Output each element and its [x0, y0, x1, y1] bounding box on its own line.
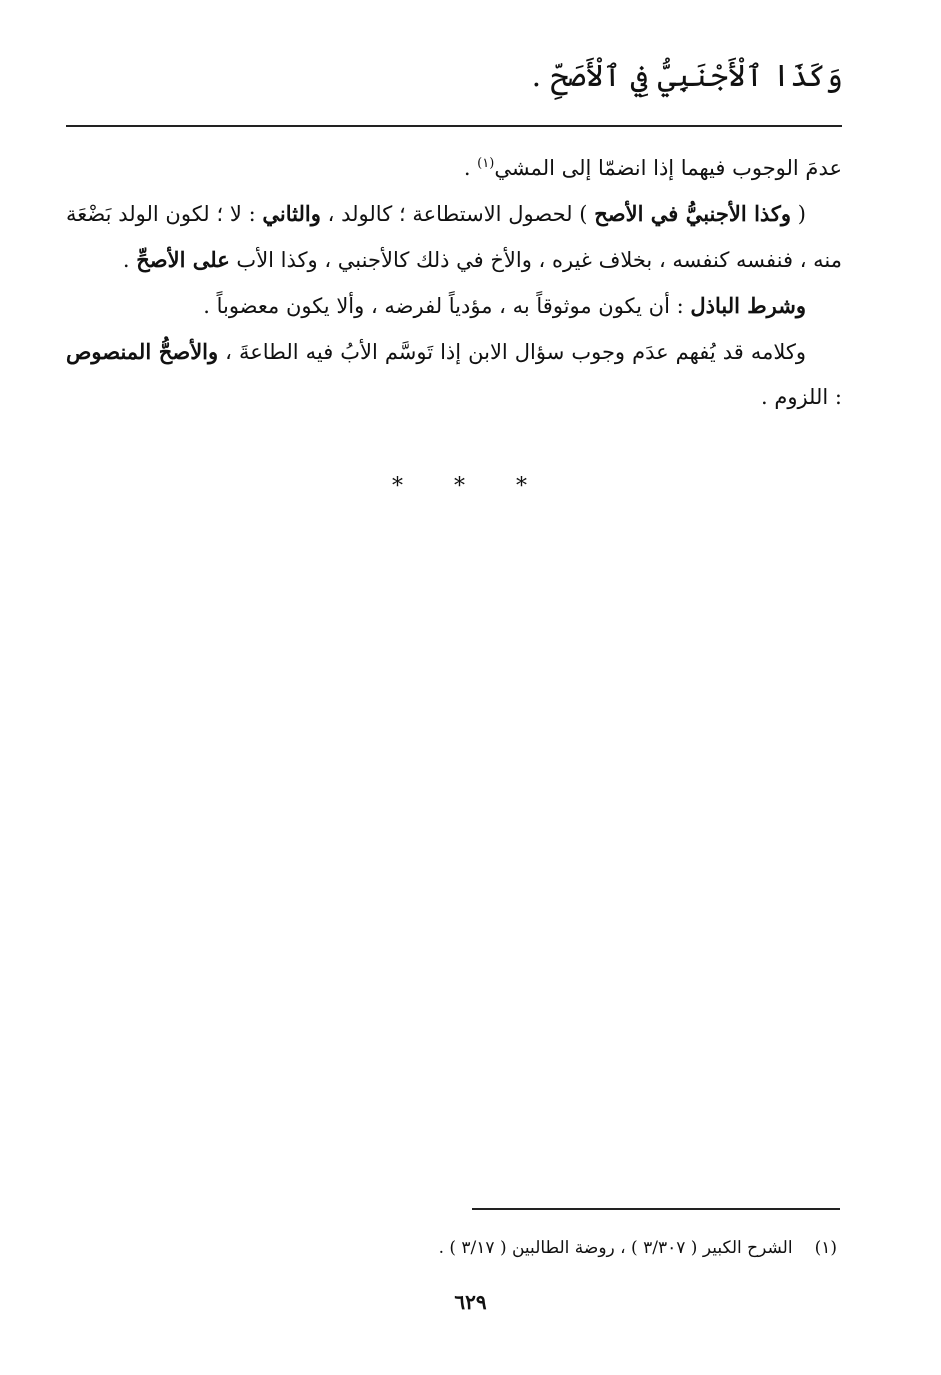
second-opinion-label: والثاني — [262, 201, 321, 226]
paragraph-1-text: عدمَ الوجوب فيهما إذا انضمّا إلى المشي — [494, 156, 842, 180]
page-number: ٦٢٩ — [454, 1290, 487, 1314]
paragraph-2-rest: : لا ؛ لكون الولد بَضْعَة منه ، فنفسه كنفسه ، بخلاف غيره ، والأخ في ذلك كالأجنبي ، وكذا الأب — [66, 202, 842, 272]
paragraph-4-text: وكلامه قد يُفهم عدَم وجوب سؤال الابن إذا تَوسَّم الأبُ فيه الطاعةَ ، — [218, 340, 807, 364]
footnote-number: (١) — [814, 1238, 837, 1258]
paragraph-4 — [66, 329, 842, 420]
paragraph-2-end: . — [122, 248, 137, 272]
footnote — [237, 1230, 837, 1266]
paragraph-4-end: : اللزوم . — [760, 385, 842, 409]
preferred-opinion-label: والأصحُّ المنصوص — [66, 339, 219, 364]
quoted-matn-2: على الأصحِّ — [136, 247, 230, 272]
paragraph-3 — [66, 283, 842, 329]
paragraph-2-mid: ) لحصول الاستطاعة ؛ كالولد ، — [320, 202, 595, 226]
paragraph-2 — [66, 191, 842, 283]
section-separator: * * * — [392, 474, 549, 499]
matn-heading: وَكَذَا ٱلْأَجْنَبِيُّ فِي ٱلْأَصَحِّ . — [531, 59, 843, 94]
donor-condition-label: وشرط الباذل — [690, 293, 806, 318]
paragraph-3-text: : أن يكون موثوقاً به ، مؤدياً لفرضه ، وألا يكون معضوباً . — [203, 294, 691, 318]
commentary-body — [66, 146, 842, 420]
header-divider — [66, 125, 842, 127]
quoted-matn-1: وكذا الأجنبيُّ في الأصح — [594, 201, 792, 226]
paragraph-1-end: . — [463, 156, 478, 180]
paragraph-1 — [66, 146, 842, 191]
footnote-divider — [472, 1208, 840, 1210]
footnote-text: الشرح الكبير ( ٣/٣٠٧ ) ، روضة الطالبين ( ٣/١٧ ) . — [438, 1238, 793, 1258]
paragraph-2-open: ( — [791, 202, 806, 226]
footnote-reference[interactable]: (١) — [477, 156, 495, 171]
